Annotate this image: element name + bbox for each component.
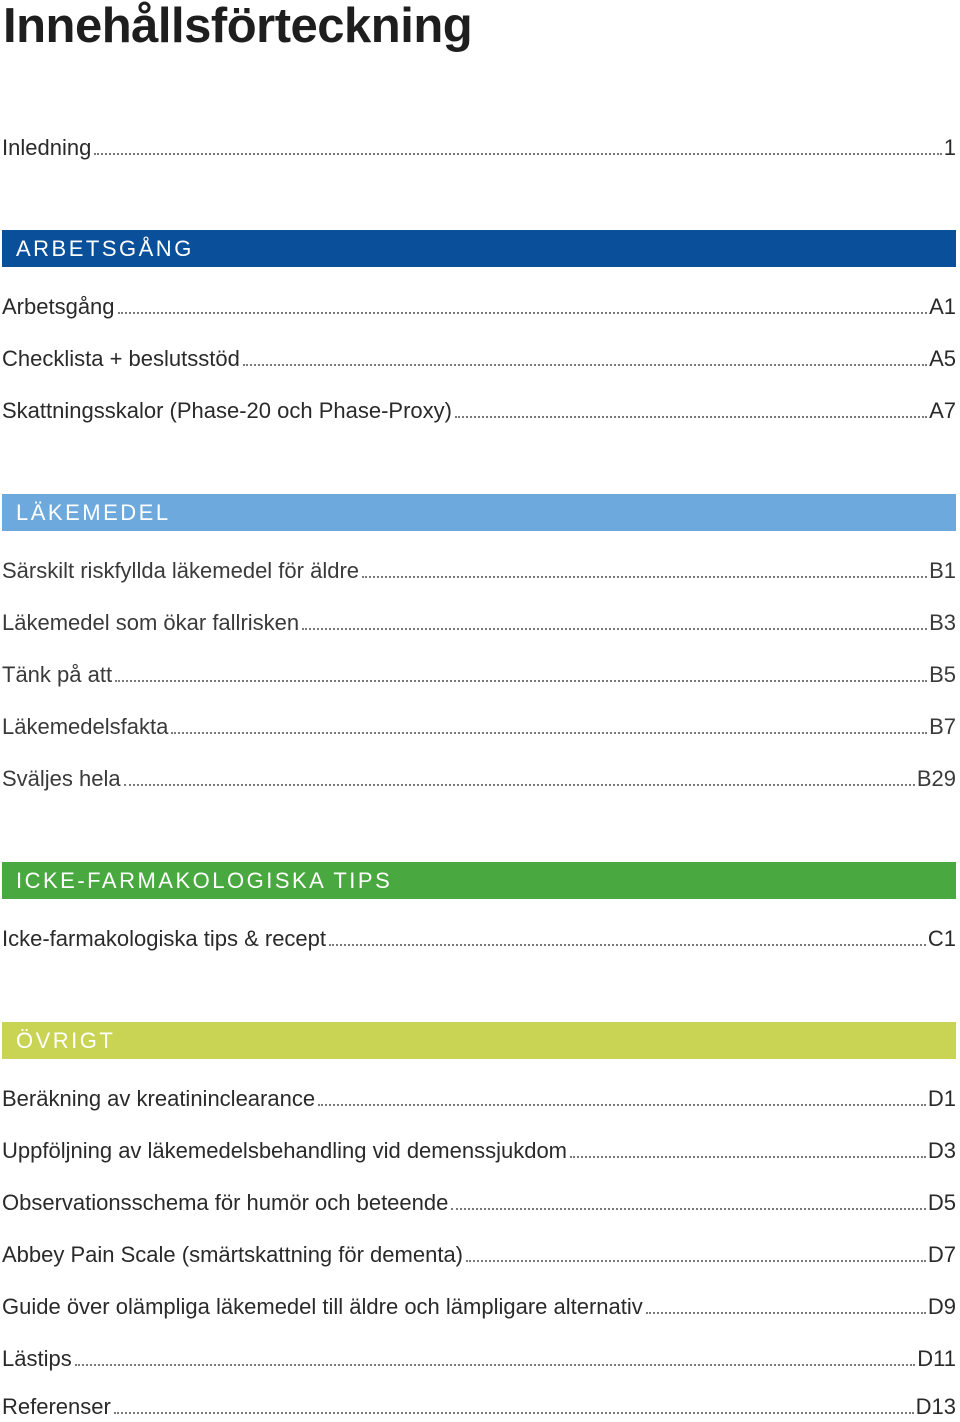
toc-entry-page: C1 [927, 926, 956, 951]
toc-entry-page: B7 [929, 714, 956, 739]
toc-leader-dots [318, 1104, 926, 1106]
toc-entry-page: A1 [929, 294, 956, 319]
toc-entry-page: B3 [929, 610, 956, 635]
toc-leader-dots [75, 1364, 916, 1366]
toc-leader-dots [114, 1412, 914, 1414]
toc-entry-label: Observationsschema för humör och beteende [2, 1190, 449, 1215]
toc-entry-page: 1 [943, 135, 956, 160]
section-header-icke-farmakologiska-tips: ICKE-FARMAKOLOGISKA TIPS [2, 862, 956, 899]
toc-entry[interactable] [2, 1344, 956, 1374]
toc-entry[interactable] [2, 396, 956, 426]
toc-entry-page: D13 [915, 1394, 956, 1419]
toc-leader-dots [570, 1156, 926, 1158]
toc-leader-dots [115, 680, 927, 682]
toc-leader-dots [94, 153, 941, 155]
toc-entry-label: Lästips [2, 1346, 72, 1371]
toc-entry[interactable] [2, 1240, 956, 1270]
toc-entry[interactable] [2, 1392, 956, 1422]
toc-entry-page: B1 [929, 558, 956, 583]
section-header-lakemedel: LÄKEMEDEL [2, 494, 956, 531]
toc-leader-dots [118, 312, 928, 314]
toc-leader-dots [451, 1208, 926, 1210]
toc-entry-page: D11 [917, 1346, 956, 1371]
toc-leader-dots [124, 784, 915, 786]
toc-entry[interactable] [2, 764, 956, 794]
section-header-arbetsgang: ARBETSGÅNG [2, 230, 956, 267]
toc-leader-dots [329, 944, 926, 946]
toc-leader-dots [302, 628, 927, 630]
toc-entry[interactable] [2, 344, 956, 374]
toc-entry-label: Uppföljning av läkemedelsbehandling vid demenssjukdom [2, 1138, 568, 1163]
toc-entry-label: Inledning [2, 135, 92, 160]
toc-entry-page: D1 [927, 1086, 956, 1111]
toc-entry[interactable] [2, 1188, 956, 1218]
toc-entry[interactable] [2, 1084, 956, 1114]
toc-entry-label: Särskilt riskfyllda läkemedel för äldre [2, 558, 360, 583]
toc-entry-page: D7 [927, 1242, 956, 1267]
toc-leader-dots [171, 732, 927, 734]
toc-entry-page: D5 [927, 1190, 956, 1215]
toc-entry-label: Läkemedelsfakta [2, 714, 169, 739]
toc-entry-label: Referenser [2, 1394, 111, 1419]
toc-entry-page: D9 [927, 1294, 956, 1319]
toc-entry[interactable] [2, 660, 956, 690]
toc-entry-label: Beräkning av kreatininclearance [2, 1086, 316, 1111]
toc-entry-label: Skattningsskalor (Phase-20 och Phase-Proxy) [2, 398, 452, 423]
toc-entry-label: Arbetsgång [2, 294, 115, 319]
toc-entry[interactable] [2, 292, 956, 322]
toc-entry-label: Abbey Pain Scale (smärtskattning för dementa) [2, 1242, 464, 1267]
toc-entry[interactable] [2, 1292, 956, 1322]
toc-leader-dots [646, 1312, 926, 1314]
toc-entry-page: A5 [929, 346, 956, 371]
toc-entry[interactable] [2, 608, 956, 638]
toc-entry-label: Icke-farmakologiska tips & recept [2, 926, 327, 951]
toc-leader-dots [455, 416, 927, 418]
toc-entry-page: D3 [927, 1138, 956, 1163]
toc-entry-inledning[interactable] [2, 133, 956, 163]
toc-entry-label: Checklista + beslutsstöd [2, 346, 240, 371]
toc-entry-page: B5 [929, 662, 956, 687]
toc-leader-dots [466, 1260, 926, 1262]
toc-entry-label: Tänk på att [2, 662, 113, 687]
toc-entry[interactable] [2, 1136, 956, 1166]
section-header-ovrigt: ÖVRIGT [2, 1022, 956, 1059]
page-title: Innehållsförteckning [3, 0, 473, 53]
toc-entry-label: Läkemedel som ökar fallrisken [2, 610, 300, 635]
toc-entry[interactable] [2, 712, 956, 742]
toc-entry[interactable] [2, 924, 956, 954]
toc-leader-dots [362, 576, 927, 578]
toc-entry-label: Guide över olämpliga läkemedel till äldre och lämpligare alternativ [2, 1294, 643, 1319]
toc-entry-page: A7 [929, 398, 956, 423]
toc-entry-label: Sväljes hela [2, 766, 121, 791]
toc-entry[interactable] [2, 556, 956, 586]
toc-entry-page: B29 [916, 766, 956, 791]
toc-leader-dots [243, 364, 927, 366]
